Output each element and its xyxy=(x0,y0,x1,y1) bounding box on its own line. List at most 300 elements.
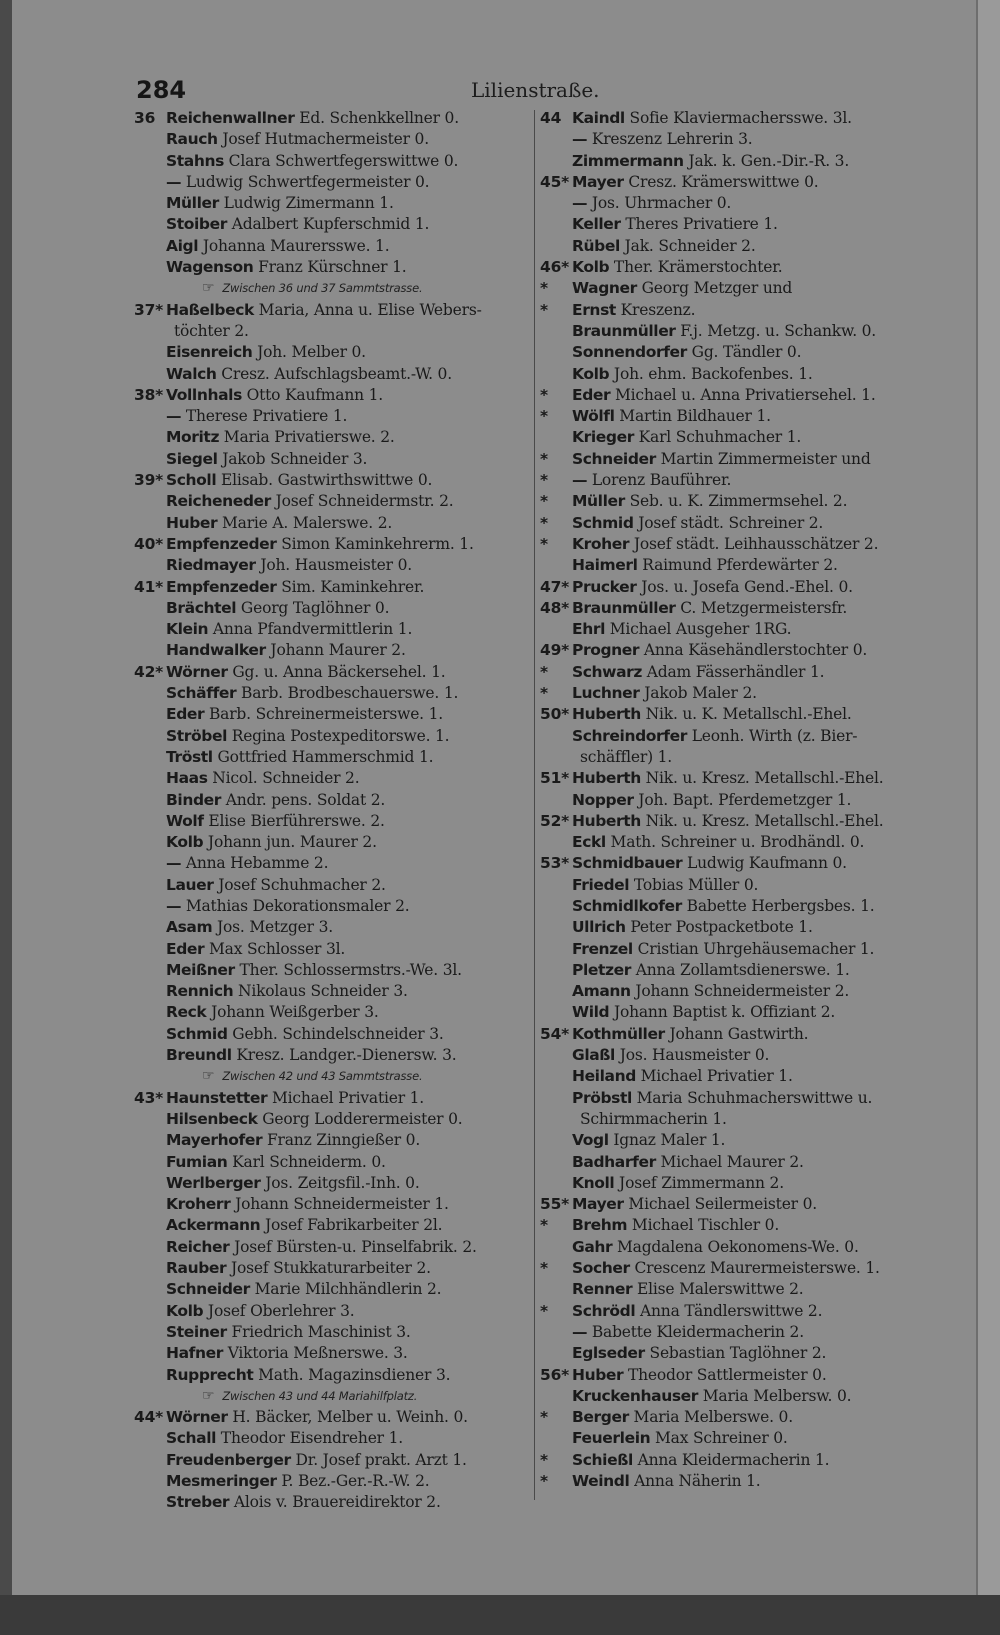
resident-surname: Frenzel xyxy=(572,939,633,958)
directory-entry xyxy=(540,1130,940,1151)
resident-details: Nikolaus Schneider 3. xyxy=(233,982,408,1001)
resident-surname: Kothmüller xyxy=(572,1024,665,1043)
resident-surname: Fumian xyxy=(166,1152,228,1171)
directory-entry xyxy=(134,449,530,470)
resident-surname: Huber xyxy=(166,513,218,532)
resident-surname: Weindl xyxy=(572,1472,630,1490)
directory-entry xyxy=(134,1173,530,1194)
house-number: 56* xyxy=(540,1365,570,1384)
resident-details: Raimund Pferdewärter 2. xyxy=(637,556,838,575)
directory-entry xyxy=(540,1407,940,1428)
house-number: 48* xyxy=(540,598,570,617)
resident-details: Babette Herbergsbes. 1. xyxy=(681,896,875,915)
directory-entry xyxy=(540,321,940,342)
resident-surname: Huberth xyxy=(572,769,641,788)
crossing-text: Zwischen 36 und 37 Sammtstrasse. xyxy=(222,281,423,296)
resident-details: Barb. Schreinermeisterswe. 1. xyxy=(204,705,444,724)
resident-surname: Tröstl xyxy=(166,747,213,766)
directory-entry xyxy=(134,747,530,768)
resident-surname: Vollnhals xyxy=(166,385,242,404)
house-number: 51* xyxy=(540,769,570,788)
resident-details: Maria Melberswe. 0. xyxy=(628,1408,793,1427)
resident-details: Joh. Melber 0. xyxy=(252,343,366,362)
directory-entry xyxy=(540,1173,940,1194)
directory-entry xyxy=(134,1322,530,1343)
directory-entry xyxy=(134,427,530,448)
resident-details: Theodor Sattlermeister 0. xyxy=(623,1365,827,1384)
resident-details: Kreszenz. xyxy=(615,300,696,319)
directory-entry xyxy=(134,491,530,512)
resident-surname: Eglseder xyxy=(572,1344,645,1363)
directory-entry xyxy=(134,151,530,172)
resident-surname: Werlberger xyxy=(166,1173,261,1192)
resident-details: Kreszenz Lehrerin 3. xyxy=(587,130,753,149)
resident-surname: Schwarz xyxy=(572,662,643,681)
directory-entry xyxy=(134,1024,530,1045)
directory-entry xyxy=(134,1471,530,1492)
crossing-text: Zwischen 43 und 44 Mariahilfplatz. xyxy=(222,1388,418,1403)
house-number: 45* xyxy=(540,172,570,191)
directory-entry xyxy=(540,129,940,150)
directory-entry xyxy=(540,1365,940,1386)
resident-surname: Schneider xyxy=(572,449,656,468)
resident-details: Georg Lodderermeister 0. xyxy=(257,1109,463,1128)
resident-details: Josef Hutmachermeister 0. xyxy=(217,130,429,149)
resident-surname: Riedmayer xyxy=(166,556,256,575)
resident-details: Jos. Hausmeister 0. xyxy=(614,1046,770,1065)
resident-details: Max Schreiner 0. xyxy=(650,1429,788,1448)
directory-entry xyxy=(134,555,530,576)
house-number: 38* xyxy=(134,385,164,404)
resident-details: Michael Privatier 1. xyxy=(635,1067,793,1086)
resident-details: Nik. u. Kresz. Metallschl.-Ehel. xyxy=(640,769,884,788)
directory-entry xyxy=(134,1130,530,1151)
entry-continuation: töchter 2. xyxy=(174,321,249,340)
resident-surname: Schreindorfer xyxy=(572,726,687,745)
resident-details: Elise Malerswittwe 2. xyxy=(632,1280,804,1299)
directory-entry xyxy=(540,853,940,874)
street-crossing-note xyxy=(134,1066,530,1087)
house-number: * xyxy=(540,534,548,553)
directory-entry xyxy=(540,1024,940,1045)
directory-entry xyxy=(540,406,940,427)
resident-details: Josef städt. Schreiner 2. xyxy=(633,513,824,532)
resident-details: Regina Postexpeditorswe. 1. xyxy=(227,726,450,745)
resident-surname: Progner xyxy=(572,641,640,660)
right-column xyxy=(540,108,940,1492)
resident-surname: Schrödl xyxy=(572,1301,636,1320)
directory-entry xyxy=(540,151,940,172)
resident-details: Theres Privatiere 1. xyxy=(620,215,778,234)
resident-surname: Reck xyxy=(166,1003,207,1022)
resident-details: Johann Schneidermeister 2. xyxy=(630,982,850,1001)
resident-surname: Mesmeringer xyxy=(166,1472,277,1490)
resident-surname: Zimmermann xyxy=(572,151,684,170)
directory-entry xyxy=(134,129,530,150)
resident-details: Cresz. Krämerswittwe 0. xyxy=(623,172,819,191)
directory-entry xyxy=(540,1301,940,1322)
house-number: * xyxy=(540,1472,548,1490)
resident-details: Anna Zollamtsdienerswe. 1. xyxy=(630,960,850,979)
house-number: * xyxy=(540,1408,548,1427)
directory-entry xyxy=(540,1237,940,1258)
directory-entry xyxy=(134,853,530,874)
directory-entry xyxy=(540,193,940,214)
resident-details: Josef Oberlehrer 3. xyxy=(203,1301,355,1320)
resident-details: Anna Kleidermacherin 1. xyxy=(632,1450,830,1469)
house-number: 42* xyxy=(134,662,164,681)
directory-entry xyxy=(540,449,940,470)
resident-surname: Luchner xyxy=(572,684,640,703)
house-number: 46* xyxy=(540,258,570,277)
resident-details: Seb. u. K. Zimmermsehel. 2. xyxy=(624,492,848,511)
resident-surname: Sonnendorfer xyxy=(572,343,687,362)
directory-entry xyxy=(540,790,940,811)
directory-entry xyxy=(134,619,530,640)
resident-surname: Mayer xyxy=(572,1195,624,1214)
resident-surname: Ströbel xyxy=(166,726,227,745)
directory-entry xyxy=(540,300,940,321)
directory-entry xyxy=(540,1002,940,1023)
directory-entry xyxy=(540,214,940,235)
resident-details: Ludwig Zimermann 1. xyxy=(218,194,394,213)
resident-surname: Schall xyxy=(166,1429,217,1448)
resident-details: Michael Seilermeister 0. xyxy=(623,1195,817,1214)
resident-surname: Rennich xyxy=(166,982,234,1001)
resident-surname: Vogl xyxy=(572,1131,609,1150)
entry-continuation: schäffler) 1. xyxy=(580,747,673,766)
resident-details: Josef Schuhmacher 2. xyxy=(213,875,386,894)
resident-surname: Glaßl xyxy=(572,1046,615,1065)
directory-entry xyxy=(134,534,530,555)
resident-details: Adalbert Kupferschmid 1. xyxy=(227,215,430,234)
resident-surname: Asam xyxy=(166,918,213,937)
resident-details: Johann Baptist k. Offiziant 2. xyxy=(609,1003,836,1022)
pointing-hand-icon: ☞ xyxy=(202,280,215,297)
resident-details: Martin Bildhauer 1. xyxy=(614,407,771,426)
resident-details: Ignaz Maler 1. xyxy=(608,1131,726,1150)
house-number: * xyxy=(540,513,548,532)
resident-details: Martin Zimmermeister und xyxy=(655,449,871,468)
resident-details: Max Schlosser 3l. xyxy=(204,939,346,958)
resident-surname: Nopper xyxy=(572,790,634,809)
left-column xyxy=(134,108,530,1514)
directory-entry xyxy=(134,1002,530,1023)
directory-entry xyxy=(134,811,530,832)
resident-surname: Renner xyxy=(572,1280,633,1299)
resident-details: Alois v. Brauereidirektor 2. xyxy=(229,1493,441,1512)
resident-details: Simon Kaminkehrerm. 1. xyxy=(276,534,474,553)
resident-surname: Steiner xyxy=(166,1322,227,1341)
directory-entry xyxy=(134,875,530,896)
resident-details: Joh. Hausmeister 0. xyxy=(255,556,412,575)
directory-entry xyxy=(540,257,940,278)
resident-surname: Krieger xyxy=(572,428,634,447)
resident-surname: Huber xyxy=(572,1365,624,1384)
house-number: 43* xyxy=(134,1088,164,1107)
scan-background xyxy=(0,1595,1000,1635)
directory-entry xyxy=(540,1343,940,1364)
resident-details: Karl Schneiderm. 0. xyxy=(227,1152,386,1171)
resident-surname: Walch xyxy=(166,364,217,383)
pointing-hand-icon: ☞ xyxy=(202,1068,215,1085)
resident-surname: — xyxy=(166,172,182,191)
directory-entry xyxy=(540,172,940,193)
resident-details: Josef Fabrikarbeiter 2l. xyxy=(260,1216,443,1235)
resident-surname: Feuerlein xyxy=(572,1429,651,1448)
directory-entry xyxy=(134,704,530,725)
resident-surname: — xyxy=(166,854,182,873)
resident-details: Josef städt. Leihhausschätzer 2. xyxy=(629,534,879,553)
resident-details: Elisab. Gastwirthswittwe 0. xyxy=(216,471,433,490)
resident-details: Therese Privatiere 1. xyxy=(181,407,348,426)
resident-surname: Müller xyxy=(572,492,625,511)
directory-entry xyxy=(540,385,940,406)
directory-entry xyxy=(134,214,530,235)
directory-entry xyxy=(134,1492,530,1513)
resident-surname: Kroher xyxy=(572,534,630,553)
resident-details: Jak. k. Gen.-Dir.-R. 3. xyxy=(683,151,850,170)
resident-surname: Schmid xyxy=(572,513,634,532)
resident-details: Otto Kaufmann 1. xyxy=(241,385,384,404)
directory-entry xyxy=(134,726,530,747)
resident-surname: — xyxy=(572,471,588,490)
directory-entry xyxy=(540,811,940,832)
resident-surname: Rauch xyxy=(166,130,218,149)
resident-surname: Schäffer xyxy=(166,684,237,703)
house-number: * xyxy=(540,449,548,468)
directory-entry xyxy=(540,981,940,1002)
resident-surname: Friedel xyxy=(572,875,630,894)
resident-surname: Keller xyxy=(572,215,621,234)
resident-details: Georg Taglöhner 0. xyxy=(236,598,390,617)
resident-details: Sebastian Taglöhner 2. xyxy=(644,1344,827,1363)
resident-surname: Wörner xyxy=(166,1408,228,1427)
directory-entry xyxy=(134,300,530,321)
resident-details: Cresz. Aufschlagsbeamt.-W. 0. xyxy=(216,364,452,383)
resident-surname: Wolf xyxy=(166,811,204,830)
house-number: 55* xyxy=(540,1195,570,1214)
resident-details: Ed. Schenkkellner 0. xyxy=(294,109,459,127)
resident-surname: Gahr xyxy=(572,1237,613,1256)
resident-details: Ther. Schlossermstrs.-We. 3l. xyxy=(234,960,462,979)
resident-details: Anna Hebamme 2. xyxy=(181,854,329,873)
directory-entry xyxy=(540,491,940,512)
directory-entry xyxy=(540,1258,940,1279)
resident-surname: Knoll xyxy=(572,1173,615,1192)
directory-entry xyxy=(134,1109,530,1130)
resident-details: Elise Bierführerswe. 2. xyxy=(203,811,385,830)
resident-surname: — xyxy=(572,194,588,213)
resident-surname: Stoiber xyxy=(166,215,227,234)
directory-entry xyxy=(540,917,940,938)
resident-surname: Lauer xyxy=(166,875,214,894)
directory-entry xyxy=(540,726,940,747)
resident-details: Josef Schneidermstr. 2. xyxy=(270,492,454,511)
resident-details: Peter Postpacketbote 1. xyxy=(625,918,813,937)
resident-details: Nik. u. K. Metallschl.-Ehel. xyxy=(640,705,852,724)
resident-details: Nicol. Schneider 2. xyxy=(207,769,360,788)
resident-details: Josef Bürsten-u. Pinselfabrik. 2. xyxy=(229,1237,477,1256)
page-header xyxy=(136,76,926,104)
directory-entry xyxy=(134,193,530,214)
resident-surname: Empfenzeder xyxy=(166,534,277,553)
resident-surname: Prucker xyxy=(572,577,637,596)
resident-surname: Eder xyxy=(166,939,205,958)
directory-entry xyxy=(134,342,530,363)
directory-entry xyxy=(540,1471,940,1492)
house-number: 44* xyxy=(134,1408,164,1427)
resident-details: Theodor Eisendreher 1. xyxy=(216,1429,403,1448)
resident-details: Michael Maurer 2. xyxy=(655,1152,804,1171)
directory-entry xyxy=(540,662,940,683)
house-number: 49* xyxy=(540,641,570,660)
directory-entry xyxy=(540,108,940,129)
house-number: * xyxy=(540,492,548,511)
resident-surname: Hafner xyxy=(166,1344,223,1363)
resident-surname: Kolb xyxy=(572,364,610,383)
resident-surname: Amann xyxy=(572,982,631,1001)
directory-entry xyxy=(540,236,940,257)
directory-entry xyxy=(540,1322,940,1343)
resident-surname: Schmid xyxy=(166,1024,228,1043)
resident-surname: Berger xyxy=(572,1408,629,1427)
resident-details: Jakob Schneider 3. xyxy=(217,449,368,468)
resident-surname: Meißner xyxy=(166,960,235,979)
resident-details: Friedrich Maschinist 3. xyxy=(226,1322,411,1341)
resident-details: Joh. Bapt. Pferdemetzger 1. xyxy=(633,790,852,809)
resident-details: Ludwig Kaufmann 0. xyxy=(682,854,847,873)
resident-surname: Huberth xyxy=(572,705,641,724)
resident-surname: Ackermann xyxy=(166,1216,261,1235)
resident-details: Jos. Metzger 3. xyxy=(212,918,333,937)
directory-entry xyxy=(134,470,530,491)
resident-details: Jos. u. Josefa Gend.-Ehel. 0. xyxy=(636,577,853,596)
resident-details: Michael Ausgeher 1RG. xyxy=(604,620,792,639)
resident-details: Clara Schwertfegerswittwe 0. xyxy=(223,151,459,170)
resident-details: Viktoria Meßnerswe. 3. xyxy=(222,1344,408,1363)
resident-details: Marie A. Malerswe. 2. xyxy=(217,513,393,532)
directory-entry xyxy=(134,917,530,938)
house-number: 52* xyxy=(540,811,570,830)
resident-surname: Kolb xyxy=(166,833,204,852)
pointing-hand-icon: ☞ xyxy=(202,1387,215,1404)
directory-entry xyxy=(540,1066,940,1087)
resident-surname: Wagenson xyxy=(166,258,254,277)
resident-surname: Mayer xyxy=(572,172,624,191)
resident-details: Anna Tändlerswittwe 2. xyxy=(635,1301,823,1320)
resident-details: Franz Zinngießer 0. xyxy=(262,1131,421,1150)
directory-entry xyxy=(134,1450,530,1471)
directory-entry xyxy=(134,768,530,789)
directory-entry xyxy=(134,236,530,257)
directory-entry xyxy=(540,513,940,534)
directory-entry xyxy=(134,364,530,385)
resident-details: Ludwig Schwertfegermeister 0. xyxy=(181,172,430,191)
page-number: 284 xyxy=(136,76,187,104)
directory-entry xyxy=(134,1258,530,1279)
resident-details: F.j. Metzg. u. Schankw. 0. xyxy=(675,321,877,340)
house-number: * xyxy=(540,300,548,319)
resident-details: Andr. pens. Soldat 2. xyxy=(221,790,386,809)
directory-entry xyxy=(540,1152,940,1173)
directory-entry xyxy=(134,790,530,811)
directory-entry xyxy=(540,1428,940,1449)
directory-entry xyxy=(540,960,940,981)
resident-details: Tobias Müller 0. xyxy=(629,875,759,894)
resident-details: Johann Gastwirth. xyxy=(664,1024,809,1043)
resident-surname: Haas xyxy=(166,769,208,788)
column-divider xyxy=(534,110,535,1500)
resident-surname: Braunmüller xyxy=(572,321,676,340)
resident-details: Adam Fässerhändler 1. xyxy=(642,662,825,681)
resident-details: Ther. Krämerstochter. xyxy=(609,258,783,277)
resident-details: C. Metzgermeistersfr. xyxy=(675,598,848,617)
resident-details: Lorenz Bauführer. xyxy=(587,471,732,490)
resident-surname: Wölfl xyxy=(572,407,615,426)
directory-entry xyxy=(134,683,530,704)
resident-details: Kresz. Landger.-Dienersw. 3. xyxy=(231,1046,457,1065)
adjacent-page-edge xyxy=(976,0,1000,1595)
directory-entry xyxy=(134,1194,530,1215)
resident-surname: — xyxy=(572,130,588,149)
resident-surname: Pletzer xyxy=(572,960,631,979)
resident-surname: Moritz xyxy=(166,428,220,447)
directory-entry xyxy=(134,1279,530,1300)
resident-surname: Kruckenhauser xyxy=(572,1386,699,1405)
resident-surname: Kolb xyxy=(166,1301,204,1320)
resident-details: Jak. Schneider 2. xyxy=(619,236,756,255)
resident-surname: Mayerhofer xyxy=(166,1131,263,1150)
resident-surname: Ullrich xyxy=(572,918,626,937)
directory-entry xyxy=(540,939,940,960)
resident-surname: Pröbstl xyxy=(572,1088,632,1107)
house-number: * xyxy=(540,1301,548,1320)
resident-surname: Socher xyxy=(572,1259,630,1278)
resident-surname: Siegel xyxy=(166,449,218,468)
resident-surname: Badharfer xyxy=(572,1152,656,1171)
directory-entry xyxy=(134,108,530,129)
resident-details: P. Bez.-Ger.-R.-W. 2. xyxy=(276,1472,430,1490)
resident-details: Georg Metzger und xyxy=(636,279,793,298)
resident-surname: Schmidbauer xyxy=(572,854,683,873)
directory-entry xyxy=(540,364,940,385)
resident-surname: — xyxy=(572,1322,588,1341)
resident-details: Josef Zimmermann 2. xyxy=(614,1173,784,1192)
resident-surname: Müller xyxy=(166,194,219,213)
resident-details: Anna Näherin 1. xyxy=(629,1472,761,1490)
directory-entry xyxy=(134,662,530,683)
resident-surname: Eder xyxy=(572,385,611,404)
house-number: 36 xyxy=(134,109,156,127)
house-number: * xyxy=(540,407,548,426)
directory-entry xyxy=(134,1365,530,1386)
resident-surname: Eisenreich xyxy=(166,343,253,362)
resident-surname: Schießl xyxy=(572,1450,633,1469)
house-number: * xyxy=(540,385,548,404)
directory-entry xyxy=(540,534,940,555)
house-number: 44 xyxy=(540,109,562,127)
resident-surname: Hilsenbeck xyxy=(166,1109,258,1128)
directory-entry xyxy=(134,1215,530,1236)
house-number: 47* xyxy=(540,577,570,596)
resident-details: Johann Schneidermeister 1. xyxy=(230,1195,449,1214)
resident-details: Gg. u. Anna Bäckersehel. 1. xyxy=(227,662,446,681)
book-gutter xyxy=(0,0,12,1635)
resident-details: Gottfried Hammerschmid 1. xyxy=(212,747,434,766)
house-number: * xyxy=(540,1216,548,1235)
resident-surname: Eder xyxy=(166,705,205,724)
